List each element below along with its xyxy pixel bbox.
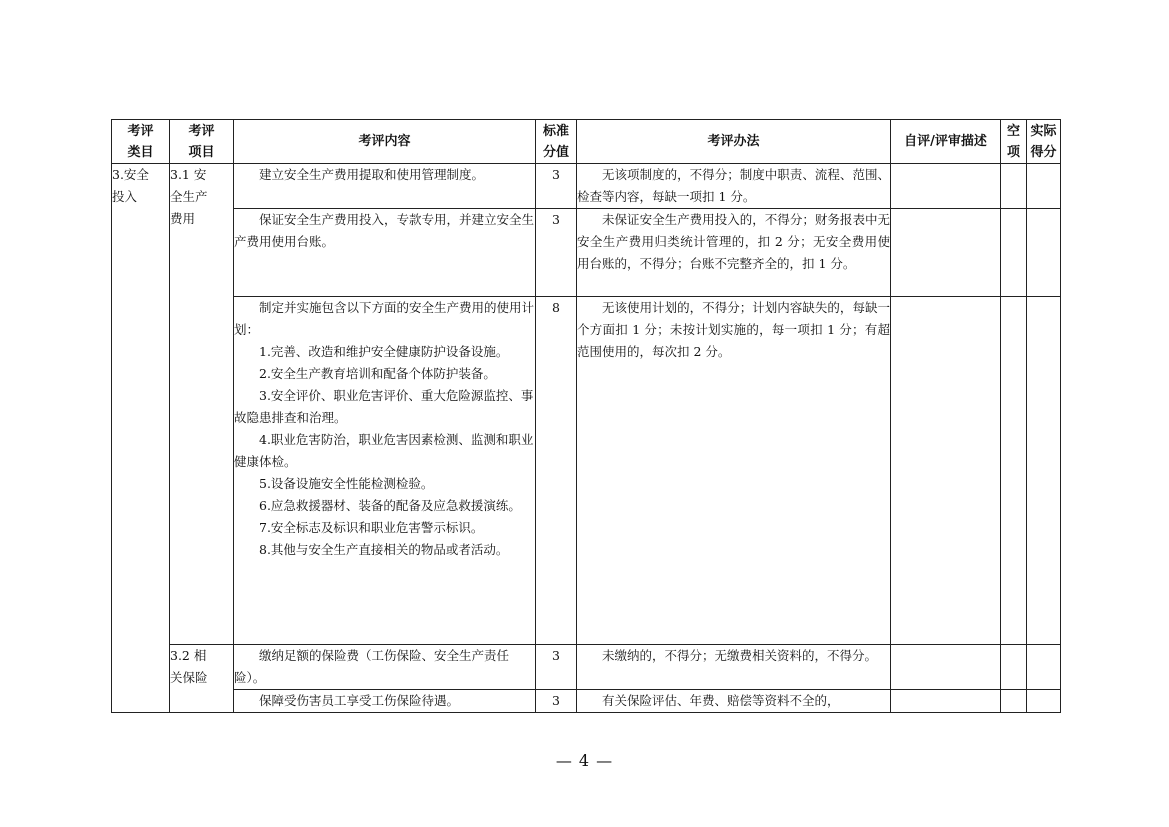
header-score: 标准 分值 <box>536 120 577 164</box>
method-cell <box>577 164 891 209</box>
method-text: 无该项制度的，不得分；制度中职责、流程、范围、检查等内容，每缺一项扣 1 分。 <box>577 167 890 204</box>
method-cell <box>577 297 891 645</box>
self-evaluation-cell <box>891 690 1001 713</box>
content-text: 6.应急救援器材、装备的配备及应急救援演练。 <box>259 498 521 513</box>
score-cell: 3 <box>536 645 577 690</box>
content-cell <box>234 164 536 209</box>
self-evaluation-cell <box>891 209 1001 297</box>
item-cell <box>170 645 234 713</box>
empty-item-cell <box>1001 645 1027 690</box>
item-label: 3.1 安 全生产 费用 <box>170 167 208 226</box>
content-text: 5.设备设施安全性能检测检验。 <box>259 476 434 491</box>
method-text: 无该使用计划的，不得分；计划内容缺失的，每缺一个方面扣 1 分；未按计划实施的，每一项扣 1 分；有超范围使用的，每次扣 2 分。 <box>577 300 890 359</box>
table-row <box>112 209 1061 297</box>
self-evaluation-cell <box>891 164 1001 209</box>
content-cell <box>234 690 536 713</box>
item-cell <box>170 164 234 645</box>
content-text: 缴纳足额的保险费（工伤保险、安全生产责任险）。 <box>234 648 510 685</box>
content-text: 1.完善、改造和维护安全健康防护设备设施。 <box>259 344 509 359</box>
content-text: 4.职业危害防治，职业危害因素检测、监测和职业健康体检。 <box>234 432 534 469</box>
empty-item-cell <box>1001 209 1027 297</box>
content-text: 8.其他与安全生产直接相关的物品或者活动。 <box>259 542 509 557</box>
actual-score-cell <box>1027 164 1061 209</box>
header-method: 考评办法 <box>577 120 891 164</box>
category-label: 3.安全 投入 <box>112 167 149 204</box>
table-row <box>112 164 1061 209</box>
table-row <box>112 690 1061 713</box>
score-cell: 3 <box>536 209 577 297</box>
self-evaluation-cell <box>891 297 1001 645</box>
empty-item-cell <box>1001 690 1027 713</box>
content-text: 3.安全评价、职业危害评价、重大危险源监控、事故隐患排查和治理。 <box>234 388 534 425</box>
actual-score-cell <box>1027 690 1061 713</box>
score-cell: 3 <box>536 164 577 209</box>
actual-score-cell <box>1027 297 1061 645</box>
empty-item-cell <box>1001 297 1027 645</box>
method-text: 有关保险评估、年费、赔偿等资料不全的， <box>602 693 840 708</box>
header-item: 考评 项目 <box>170 120 234 164</box>
content-cell <box>234 645 536 690</box>
header-empty-item: 空 项 <box>1001 120 1027 164</box>
actual-score-cell <box>1027 209 1061 297</box>
score-cell: 8 <box>536 297 577 645</box>
content-text: 2.安全生产教育培训和配备个体防护装备。 <box>259 366 496 381</box>
header-actual-score: 实际 得分 <box>1027 120 1061 164</box>
content-text: 7.安全标志及标识和职业危害警示标识。 <box>259 520 484 535</box>
method-cell <box>577 209 891 297</box>
table-header-row <box>112 120 1061 164</box>
score-cell: 3 <box>536 690 577 713</box>
empty-item-cell <box>1001 164 1027 209</box>
header-self-evaluation: 自评/评审描述 <box>891 120 1001 164</box>
content-text: 保证安全生产费用投入，专款专用，并建立安全生产费用使用台账。 <box>234 212 535 249</box>
page-number: — 4 — <box>555 751 614 770</box>
item-label: 3.2 相 关保险 <box>170 648 208 685</box>
evaluation-table <box>111 119 1061 713</box>
method-cell <box>577 690 891 713</box>
content-text: 制定并实施包含以下方面的安全生产费用的使用计划： <box>234 300 535 337</box>
method-text: 未保证安全生产费用投入的，不得分；财务报表中无安全生产费用归类统计管理的，扣 2 分；无安全费用使用台账的，不得分；台账不完整齐全的，扣 1 分。 <box>577 212 890 271</box>
content-text: 建立安全生产费用提取和使用管理制度。 <box>259 167 485 182</box>
header-content: 考评内容 <box>234 120 536 164</box>
content-cell <box>234 297 536 645</box>
category-cell <box>112 164 170 713</box>
table-row <box>112 645 1061 690</box>
actual-score-cell <box>1027 645 1061 690</box>
method-cell <box>577 645 891 690</box>
method-text: 未缴纳的，不得分；无缴费相关资料的，不得分。 <box>602 648 878 663</box>
content-text: 保障受伤害员工享受工伤保险待遇。 <box>259 693 460 708</box>
header-category: 考评 类目 <box>112 120 170 164</box>
content-cell <box>234 209 536 297</box>
self-evaluation-cell <box>891 645 1001 690</box>
table-row <box>112 297 1061 645</box>
